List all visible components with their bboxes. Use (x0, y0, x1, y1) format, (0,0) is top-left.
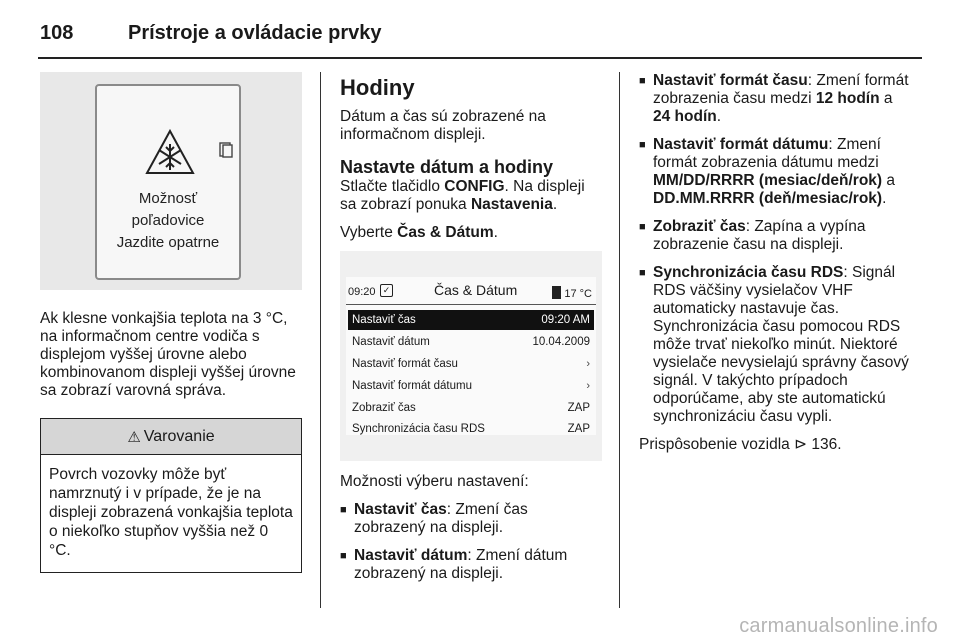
screen-clock: 09:20 (348, 286, 376, 298)
page-header (40, 16, 381, 50)
warning-heading (41, 419, 301, 455)
row-value: 10.04.2009 (532, 336, 590, 348)
option-description: : Zmení formát zobrazenia času medzi (653, 72, 909, 107)
row-arrow-icon: › (586, 380, 590, 392)
row-value: ZAP (567, 423, 590, 435)
format-value: 12 hodín (815, 90, 880, 107)
body-paragraph: Dátum a čas sú zobrazené na informačnom displeji. (340, 108, 546, 143)
text: a (879, 90, 893, 107)
screen-menu-row (348, 376, 594, 396)
option-description: : Zapína a vypína zobrazenie času na displeji. (653, 218, 866, 253)
reference-page: 136. (807, 436, 842, 453)
list-item (340, 547, 602, 583)
list-item (639, 72, 909, 126)
row-label: Nastaviť dátum (352, 336, 430, 348)
watermark: carmanualsonline.info (739, 615, 938, 637)
option-term: Synchronizácia času RDS (653, 264, 844, 281)
row-label: Nastaviť čas (352, 314, 416, 326)
info-display (346, 277, 596, 435)
page-number: 108 (40, 21, 74, 44)
screen-menu-row (348, 398, 594, 418)
list-item (340, 501, 602, 537)
page-title: Prístroje a ovládacie prvky (128, 21, 382, 44)
page-reference-arrow-icon: ⊳ (794, 436, 808, 453)
text: . (493, 224, 498, 241)
menu-item-name: Čas & Dátum (397, 224, 494, 241)
text: . Na displeji sa zobrazí ponuka (340, 178, 585, 213)
menu-name: Nastavenia (470, 196, 553, 213)
option-term: Nastaviť formát času (653, 72, 808, 89)
option-term: Nastaviť formát dátumu (653, 136, 829, 153)
snowflake-warning-icon (145, 128, 195, 178)
format-value: DD.MM.RRRR (deň/mesiac/rok) (653, 190, 883, 207)
column-right (639, 72, 909, 454)
option-term: Zobraziť čas (653, 218, 746, 235)
display-line: Možnosť (138, 190, 198, 207)
time-date-screen-image (340, 251, 602, 461)
option-description: : Zmení formát zobrazenia dátumu medzi (653, 136, 881, 171)
option-term: Nastaviť dátum (354, 547, 468, 564)
section-title: Hodiny (340, 75, 415, 100)
row-value: 09:20 AM (541, 314, 590, 326)
text: . (716, 108, 722, 125)
list-item (639, 136, 909, 208)
row-label: Nastaviť formát dátumu (352, 380, 472, 392)
subsection-title: Nastavte dátum a hodiny (340, 157, 554, 177)
option-description: : Signál RDS väčšiny vysielačov VHF automaticky nastavuje čas. Synchronizácia času pomocou RDS môže trvať niekoľko minút. Niektoré vysielače nevysielajú správny časový signál. V takýchto prípadoch odporúčame, aby ste automatickú synchronizáciu času vypli. (653, 264, 909, 425)
screen-divider (346, 304, 596, 305)
ice-warning-display-image (40, 72, 302, 290)
header-rule (38, 57, 922, 59)
option-list (639, 72, 909, 426)
option-term: Nastaviť čas (354, 501, 447, 518)
warning-body: Povrch vozovky môže byť namrznutý i v prípade, že je na displeji zobrazená vonkajšia teplota o niekoľko stupňov vyššia než 0 °C. (49, 466, 293, 559)
thermometer-icon (552, 286, 561, 299)
display-screen (95, 84, 241, 280)
body-paragraph: Možnosti výberu nastavení: (340, 473, 529, 490)
warning-heading-text: Varovanie (143, 427, 215, 445)
format-value: 24 hodín (653, 108, 717, 125)
text: Stlačte tlačidlo (340, 178, 445, 195)
temperature-value: 17 °C (564, 288, 592, 300)
text: a (882, 172, 896, 189)
screen-menu-row (348, 354, 594, 374)
column-left (40, 72, 302, 573)
row-label: Nastaviť formát času (352, 358, 458, 370)
screen-menu-row (348, 332, 594, 352)
page-reference (639, 436, 909, 454)
option-description: : Zmení čas zobrazený na displeji. (354, 501, 528, 536)
row-arrow-icon: › (586, 358, 590, 370)
screen-temperature (552, 286, 592, 300)
display-line: Jazdite opatrne (116, 234, 220, 251)
text: . (552, 196, 558, 213)
body-paragraph: Ak klesne vonkajšia teplota na 3 °C, na informačnom centre vodiča s displejom vyššej úrovne alebo kombinovanom displeji vyššej úrovne sa zobrazí varovná správa. (40, 310, 296, 399)
option-description: : Zmení dátum zobrazený na displeji. (354, 547, 568, 582)
screen-menu-row (348, 310, 594, 330)
row-value: ZAP (567, 402, 590, 414)
warning-box (40, 418, 302, 573)
screen-menu-row (348, 419, 594, 439)
column-divider (320, 72, 321, 608)
text: . (882, 190, 887, 207)
config-button-label: CONFIG (444, 178, 505, 195)
list-item (639, 218, 909, 254)
column-divider (619, 72, 620, 608)
column-middle (340, 72, 602, 583)
display-line: poľadovice (131, 212, 205, 229)
format-value: MM/DD/RRRR (mesiac/deň/rok) (653, 172, 883, 189)
warning-triangle-icon: ⚠ (127, 428, 141, 446)
row-label: Synchronizácia času RDS (352, 423, 485, 435)
option-list (340, 501, 602, 583)
clock-icon: ✓ (380, 284, 393, 297)
list-item (639, 264, 909, 426)
body-paragraph (340, 224, 602, 242)
text: Vyberte (340, 224, 398, 241)
row-label: Zobraziť čas (352, 402, 416, 414)
screen-title: Čas & Dátum (434, 282, 518, 298)
page-icon (219, 142, 233, 158)
body-paragraph (340, 178, 602, 214)
reference-text: Prispôsobenie vozidla (639, 436, 795, 453)
